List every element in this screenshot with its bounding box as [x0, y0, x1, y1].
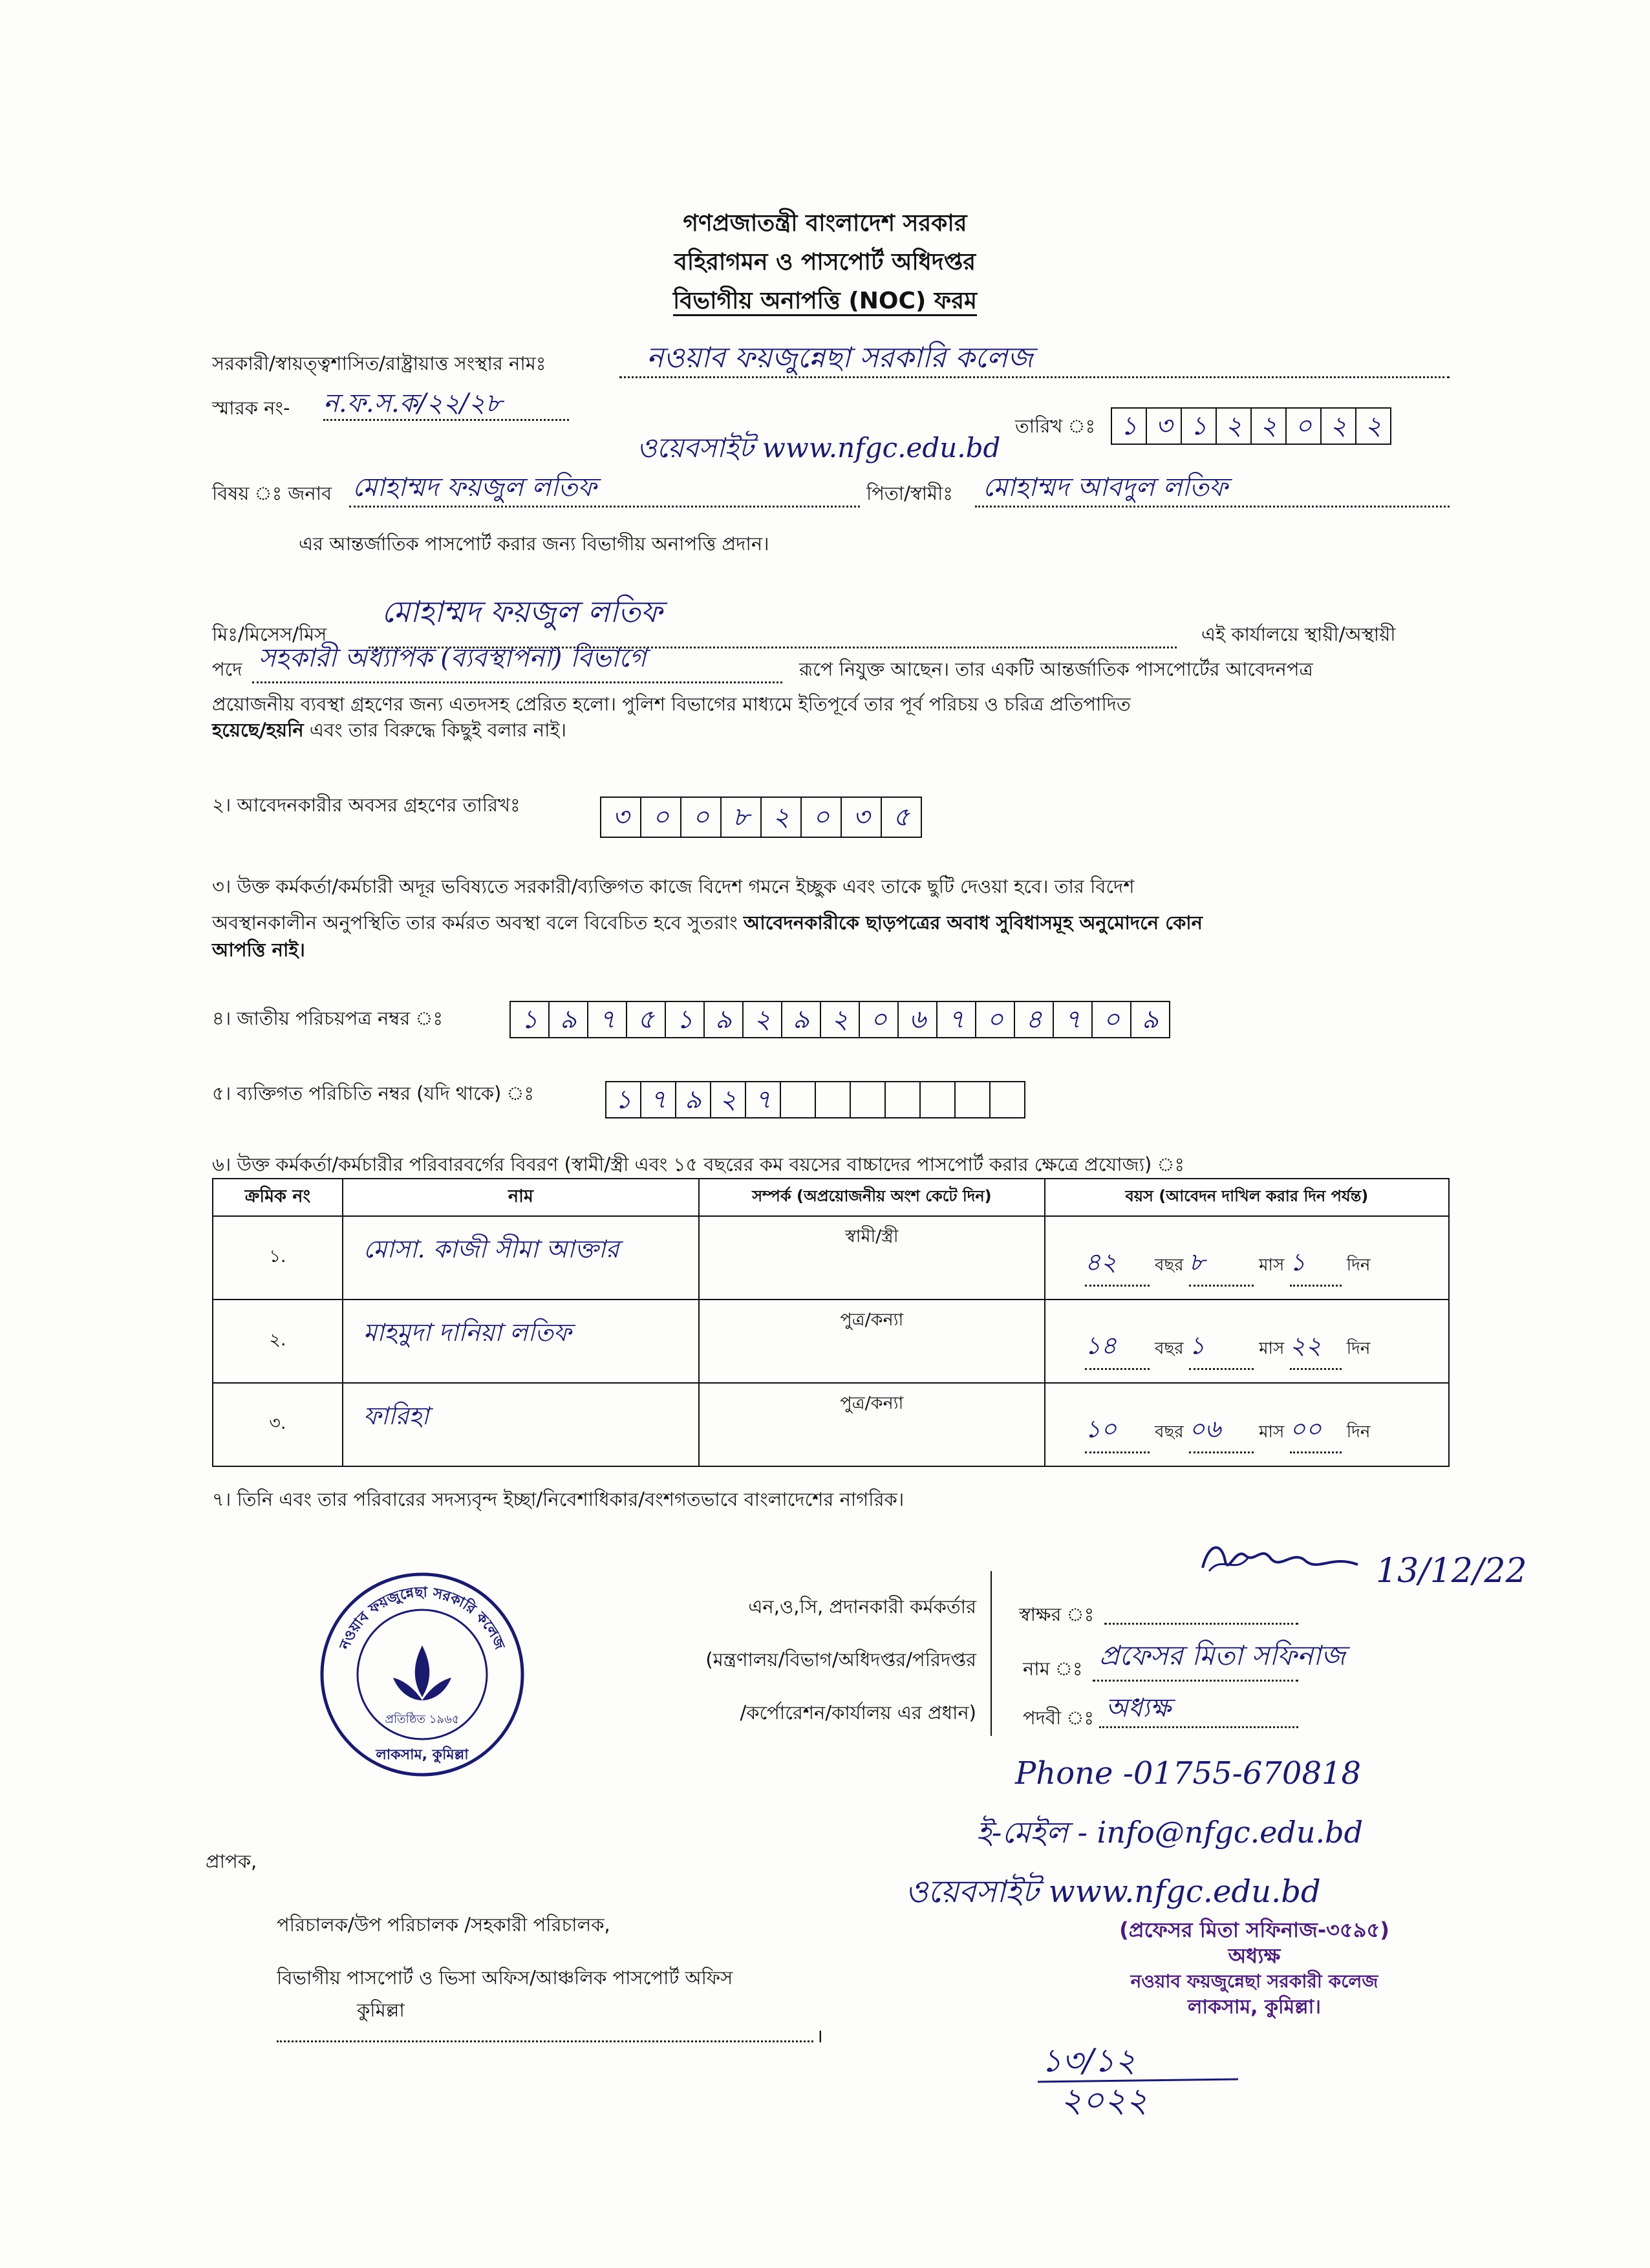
- unit-day: দিন: [1346, 1339, 1371, 1358]
- header-age: বয়স (আবেদন দাখিল করার দিন পর্যন্ত): [1045, 1179, 1449, 1216]
- subject-label: বিষয় ঃ জনাব: [212, 482, 332, 504]
- pid-digit: [781, 1082, 816, 1117]
- age-years: ১০: [1085, 1410, 1150, 1453]
- pid-digit: ৭: [641, 1082, 676, 1117]
- row-name: মাহমুদা দানিয়া লতিফ: [363, 1318, 572, 1347]
- department-title: বহিরাগমন ও পাসপোর্ট অধিদপ্তর: [674, 249, 976, 275]
- principal-stamp: [1034, 1917, 1474, 2020]
- pid-digit: [851, 1082, 886, 1117]
- row-name-cell: [343, 1383, 699, 1466]
- recipient-end: ।: [816, 2025, 823, 2047]
- seal-bottom-text: লাকসাম, কুমিল্লা: [376, 1747, 469, 1763]
- date-digit: ২: [1322, 409, 1356, 444]
- para3-line1: ৩। উক্ত কর্মকর্তা/কর্মচারী অদূর ভবিষ্যতে সরকারী/ব্যক্তিগত কাজে বিদেশ গমনে ইচ্ছুক এবং তাকে ছুটি দেওয়া হবে। তার বিদেশ: [212, 875, 1135, 897]
- nid-digit: ০: [976, 1002, 1015, 1037]
- date-digit: ২: [1252, 409, 1287, 444]
- website-note: ওয়েবসাইট www.nfgc.edu.bd: [637, 432, 1001, 464]
- institution-value: নওয়াব ফয়জুন্নেছা সরকারি কলেজ: [647, 341, 1033, 374]
- date-underline-icon: [1034, 2075, 1241, 2088]
- personal-id-label: ৫। ব্যক্তিগত পরিচিতি নম্বর (যদি থাকে) ঃ: [212, 1082, 534, 1104]
- signatory-line1: এন,ও,সি, প্রদানকারী কর্মকর্তার: [748, 1596, 976, 1618]
- signature-scribble-icon: [1196, 1535, 1364, 1587]
- para1-line3: প্রয়োজনীয় ব্যবস্থা গ্রহণের জন্য এতদসহ প্রেরিত হলো। পুলিশ বিভাগের মাধ্যমে ইতিপূর্বে তার পূর্ব পরিচয় ও চরিত্র প্রতিপাদিত: [212, 693, 1131, 715]
- father-label: পিতা/স্বামীঃ: [866, 482, 953, 504]
- row-serial: ১.: [213, 1216, 343, 1300]
- office-tail: এই কার্যালয়ে স্থায়ী/অস্থায়ী: [1201, 623, 1396, 645]
- pid-digit: [991, 1082, 1024, 1117]
- row-name-cell: [343, 1300, 699, 1383]
- para1-rest: এবং তার বিরুদ্ধে কিছুই বলার নাই।: [303, 719, 566, 741]
- retire-digit: ৮: [722, 798, 762, 837]
- unit-day: দিন: [1346, 1422, 1371, 1442]
- unit-month: মাস: [1259, 1256, 1285, 1275]
- row-name: ফারিহা: [363, 1402, 429, 1430]
- father-name: মোহাম্মদ আবদুল লতিফ: [983, 473, 1228, 502]
- unit-month: মাস: [1259, 1339, 1285, 1358]
- date-digit: ১: [1112, 409, 1147, 444]
- post-field-label: পদবী ঃ: [1023, 1707, 1095, 1729]
- age-years: ১৪: [1085, 1327, 1150, 1370]
- nid-boxes: [509, 1001, 1170, 1038]
- name-label: নাম ঃ: [1023, 1658, 1083, 1680]
- row-name-cell: [343, 1216, 699, 1300]
- institution-label: সরকারী/স্বায়ত্ত্বশাসিত/রাষ্ট্রায়াত্ত সংস্থার নামঃ: [212, 352, 546, 374]
- subject-line2: এর আন্তর্জাতিক পাসপোর্ট করার জন্য বিভাগীয় অনাপত্তি প্রদান।: [299, 533, 769, 555]
- table-row: [213, 1216, 1449, 1300]
- signatory-line3: /কর্পোরেশন/কার্যালয় এর প্রধান): [740, 1702, 976, 1724]
- personal-id-boxes: [605, 1081, 1025, 1118]
- form-title: [0, 283, 1650, 322]
- form-title-text: বিভাগীয় অনাপত্তি (NOC) ফরম: [673, 288, 977, 316]
- stamp-college: নওয়াব ফয়জুন্নেছা সরকারী কলেজ: [1130, 1971, 1378, 1992]
- row-age: [1045, 1383, 1449, 1466]
- date-boxes: [1111, 407, 1391, 445]
- date-label: তারিখ ঃ: [1015, 415, 1096, 437]
- age-months: ৮: [1189, 1243, 1254, 1287]
- nid-digit: ২: [821, 1002, 860, 1037]
- nid-digit: ৯: [550, 1002, 588, 1037]
- stamp-place: লাকসাম, কুমিল্লা।: [1187, 1996, 1322, 2018]
- nid-digit: ৫: [627, 1002, 666, 1037]
- para3-line2-a: অবস্থানকালীন অনুপস্থিতি তার কর্মরত অবস্থা বলে বিবেচিত হবে সুতরাং: [212, 912, 744, 934]
- retire-digit: ৩: [842, 798, 882, 837]
- signatory-line2: (মন্ত্রণালয়/বিভাগ/অধিদপ্তর/পরিদপ্তর: [705, 1649, 976, 1671]
- date-digit: ০: [1287, 409, 1322, 444]
- nid-digit: ৪: [1015, 1002, 1054, 1037]
- nid-digit: ৯: [782, 1002, 821, 1037]
- row-age: [1045, 1216, 1449, 1300]
- para3-line3: আপত্তি নাই।: [212, 939, 305, 961]
- para3-line2: [212, 910, 1203, 935]
- nid-digit: ১: [511, 1002, 550, 1037]
- family-title: ৬। উক্ত কর্মকর্তা/কর্মচারীর পরিবারবর্গের বিবরণ (স্বামী/স্ত্রী এবং ১৫ বছরের কম বয়সের বাচ্চাদের পাসপোর্ট করার ক্ষেত্রে প্রযোজ্য) ঃ: [212, 1153, 1184, 1175]
- sign-dots: [1104, 1619, 1298, 1625]
- retire-digit: ০: [641, 798, 681, 837]
- date-digit: ৩: [1147, 409, 1182, 444]
- recipient-line3: কুমিল্লা: [357, 1999, 405, 2021]
- unit-year: বছর: [1155, 1256, 1184, 1275]
- row-name: মোসা. কাজী সীমা আক্তার: [363, 1235, 619, 1263]
- header-relation: সম্পর্ক (অপ্রয়োজনীয় অংশ কেটে দিন): [699, 1179, 1045, 1216]
- row-serial: ৩.: [213, 1383, 343, 1466]
- age-years: ৪২: [1085, 1243, 1150, 1287]
- pid-digit: ১: [606, 1082, 641, 1117]
- family-table: [212, 1178, 1450, 1467]
- recipient-line1: পরিচালক/উপ পরিচালক /সহকারী পরিচালক,: [277, 1914, 610, 1936]
- recipient-line2: বিভাগীয় পাসপোর্ট ও ভিসা অফিস/আঞ্চলিক পাসপোর্ট অফিস: [277, 1967, 733, 1989]
- row-relation: স্বামী/স্ত্রী: [699, 1216, 1045, 1300]
- retire-boxes: [600, 797, 922, 838]
- retire-digit: ০: [681, 798, 722, 837]
- age-days: ১: [1290, 1243, 1342, 1287]
- nid-digit: ১: [666, 1002, 705, 1037]
- contact-phone: Phone -01755-670818: [1015, 1755, 1362, 1792]
- salutation: মিঃ/মিসেস/মিস: [212, 623, 327, 645]
- row-relation: পুত্র/কন্যা: [699, 1383, 1045, 1466]
- retire-digit: ৩: [601, 798, 641, 837]
- date-digit: ২: [1364, 411, 1382, 441]
- post-value: সহকারী অধ্যাপক (ব্যবস্থাপনা) বিভাগে: [259, 643, 647, 673]
- post-tail: রূপে নিযুক্ত আছেন। তার একটি আন্তর্জাতিক পাসপোর্টের আবেদনপত্র: [799, 658, 1313, 680]
- nid-digit: ৭: [588, 1002, 627, 1037]
- sign-date: 13/12/22: [1376, 1552, 1527, 1590]
- pid-digit: ২: [711, 1082, 746, 1117]
- unit-day: দিন: [1346, 1256, 1371, 1275]
- age-line: [1046, 1217, 1448, 1287]
- seal-inner-text: প্রতিষ্ঠিত ১৯৬৫: [385, 1713, 460, 1726]
- post-field-value: অধ্যক্ষ: [1106, 1693, 1172, 1723]
- age-days: ০০: [1290, 1410, 1342, 1453]
- para1-line4: [212, 718, 566, 742]
- recipient-label: প্রাপক,: [206, 1850, 257, 1872]
- retire-digit: ৫: [893, 802, 910, 832]
- unit-year: বছর: [1155, 1339, 1184, 1358]
- date-digit: ১: [1182, 409, 1217, 444]
- nid-digit: ৬: [899, 1002, 938, 1037]
- age-months: ০৬: [1189, 1410, 1254, 1453]
- memo-value: ন.ফ.স.ক/২২/২৮: [323, 389, 502, 418]
- unit-month: মাস: [1259, 1422, 1285, 1442]
- unit-year: বছর: [1155, 1422, 1184, 1442]
- header-name: নাম: [343, 1179, 699, 1216]
- college-seal-icon: [316, 1568, 529, 1781]
- pid-digit: [886, 1082, 921, 1117]
- stamp-date-1: ১৩/১২: [1041, 2042, 1136, 2079]
- nid-digit: ৯: [705, 1002, 744, 1037]
- pid-digit: ৭: [746, 1082, 781, 1117]
- nid-digit: ২: [744, 1002, 782, 1037]
- sign-label: স্বাক্ষর ঃ: [1019, 1603, 1095, 1625]
- para3-line2-b: আবেদনকারীকে ছাড়পত্রের অবাধ সুবিধাসমূহ অনুমোদনে কোন: [743, 912, 1203, 934]
- pid-digit: [816, 1082, 851, 1117]
- nid-digit: ৭: [1054, 1002, 1093, 1037]
- stamp-name: (প্রফেসর মিতা সফিনাজ-৩৫৯৫): [1119, 1918, 1389, 1942]
- retire-digit: ০: [802, 798, 842, 837]
- retire-label: ২। আবেদনকারীর অবসর গ্রহণের তারিখঃ: [212, 794, 520, 816]
- retire-digit: ২: [762, 798, 802, 837]
- row-relation: পুত্র/কন্যা: [699, 1300, 1045, 1383]
- row-serial: ২.: [213, 1300, 343, 1383]
- contact-email: ই-মেইল - info@nfgc.edu.bd: [976, 1815, 1364, 1850]
- table-row: [213, 1383, 1449, 1466]
- para7: ৭। তিনি এবং তার পরিবারের সদস্যবৃন্দ ইচ্ছা/নিবেশাধিকার/বংশগতভাবে বাংলাদেশের নাগরিক।: [212, 1488, 905, 1510]
- age-line: [1046, 1384, 1448, 1453]
- nid-label: ৪। জাতীয় পরিচয়পত্র নম্বর ঃ: [212, 1007, 443, 1029]
- government-title: গণপ্রজাতন্ত্রী বাংলাদেশ সরকার: [683, 210, 967, 237]
- nid-digit: ৭: [938, 1002, 976, 1037]
- stamp-date-2: ২০২২: [1060, 2081, 1148, 2120]
- nid-digit: ৯: [1142, 1005, 1159, 1034]
- recipient-dots: [277, 2037, 813, 2042]
- family-header-row: [213, 1179, 1449, 1216]
- para1-bold: হয়েছে/হয়নি: [212, 719, 304, 741]
- age-months: ১: [1189, 1327, 1254, 1370]
- pid-digit: [921, 1082, 956, 1117]
- age-line: [1046, 1301, 1448, 1370]
- date-digit: ২: [1217, 409, 1252, 444]
- nid-digit: ০: [1093, 1002, 1131, 1037]
- row-age: [1045, 1300, 1449, 1383]
- seal-outer-text: নওয়াব ফয়জুন্নেছা সরকারি কলেজ: [337, 1584, 508, 1652]
- header-serial: ক্রমিক নং: [213, 1179, 343, 1216]
- subject-name: মোহাম্মদ ফয়জুল লতিফ: [352, 473, 597, 502]
- post-label: পদে: [212, 658, 242, 680]
- memo-label: স্মারক নং-: [212, 397, 290, 419]
- person-name: মোহাম্মদ ফয়জুল লতিফ: [381, 594, 663, 629]
- name-value: প্রফেসর মিতা সফিনাজ: [1099, 1640, 1345, 1671]
- nid-digit: ০: [860, 1002, 899, 1037]
- age-days: ২২: [1290, 1327, 1342, 1370]
- stamp-post: অধ্যক্ষ: [1228, 1943, 1281, 1968]
- pid-digit: ৯: [676, 1082, 711, 1117]
- table-row: [213, 1300, 1449, 1383]
- signatory-divider: [991, 1571, 992, 1736]
- pid-digit: [956, 1082, 991, 1117]
- contact-web: ওয়েবসাইট www.nfgc.edu.bd: [905, 1874, 1321, 1910]
